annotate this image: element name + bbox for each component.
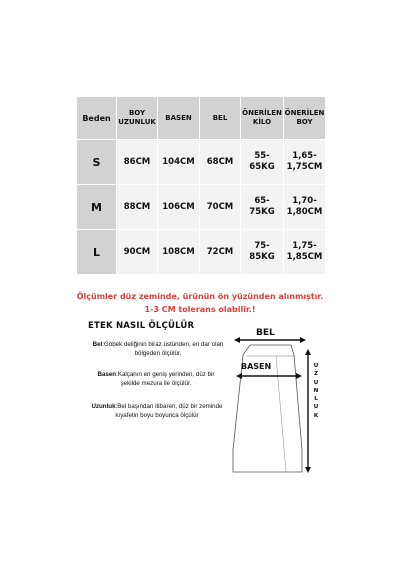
row-height-l2: 1,80CM: [286, 207, 323, 217]
header-size: Beden: [77, 97, 117, 140]
row-hip: 104CM: [158, 140, 200, 185]
bel-term: Bel: [92, 341, 103, 348]
row-size: S: [77, 140, 117, 185]
boy-letter: U: [313, 404, 319, 411]
basen-term: Basen: [97, 371, 117, 378]
row-height-l1: 1,65-: [292, 151, 317, 161]
row-hip: 108CM: [158, 230, 200, 275]
header-height-l2: BOY: [296, 118, 313, 126]
uzunluk-term: Uzunluk: [91, 403, 116, 410]
uzunluk-text-1: :Bel başından itibaren, düz bir zeminde: [115, 403, 223, 410]
row-weight-l2: 65KG: [249, 162, 275, 172]
basen-text-2: şekilde mezura ile ölçülür.: [120, 380, 192, 387]
row-weight-l2: 75KG: [249, 207, 275, 217]
basen-label: BASEN: [241, 362, 272, 371]
uzunluk-vertical-label: [311, 362, 321, 420]
uzunluk-text-2: kıyafetin boyu boyunca ölçülür: [115, 412, 199, 419]
row-hip: 106CM: [158, 185, 200, 230]
tolerance-note: 1-3 CM tolerans olabilir.!: [144, 305, 256, 314]
row-size: L: [77, 230, 117, 275]
measurement-note: Ölçümler düz zeminde, ürünün ön yüzünden alınmıştır.: [76, 292, 324, 301]
row-height-l2: 1,75CM: [286, 162, 323, 172]
boy-letter: U: [313, 379, 319, 386]
guide-title: ETEK NASIL ÖLÇÜLÜR: [88, 321, 195, 331]
row-waist: 70CM: [200, 185, 241, 230]
boy-letter: Z: [313, 371, 319, 378]
row-size: M: [77, 185, 117, 230]
boy-letter: U: [313, 363, 319, 369]
row-waist: 68CM: [200, 140, 241, 185]
header-length-l2: UZUNLUK: [118, 118, 156, 126]
basen-text-1: :Kalçanın en geniş yerinden, düz bir: [116, 371, 215, 378]
row-weight-l1: 65-: [254, 196, 270, 206]
header-weight-l2: KİLO: [252, 118, 272, 126]
boy-letter: K: [313, 412, 319, 419]
boy-letter: L: [314, 396, 318, 403]
header-height-l1: ÖNERİLEN: [284, 109, 325, 117]
bel-text-2: bölgeden ölçülür.: [134, 350, 182, 357]
bel-label: BEL: [256, 328, 275, 338]
row-waist: 72CM: [200, 230, 241, 275]
header-weight-l1: ÖNERİLEN: [242, 109, 282, 117]
header-waist: BEL: [200, 97, 241, 140]
row-weight-l1: 55-: [254, 151, 270, 161]
bel-text-1: :Göbek deliğinin biraz üstünden, en dar olan: [102, 341, 224, 348]
header-length-l1: BOY: [128, 109, 146, 117]
row-height-l1: 1,70-: [292, 196, 317, 206]
row-height-l1: 1,75-: [292, 241, 317, 251]
boy-letter: N: [313, 387, 319, 394]
row-weight-l2: 85KG: [249, 252, 275, 262]
row-weight-l1: 75-: [254, 241, 270, 251]
row-height-l2: 1,85CM: [286, 252, 323, 262]
row-length: 86CM: [117, 140, 158, 185]
row-length: 90CM: [117, 230, 158, 275]
row-length: 88CM: [117, 185, 158, 230]
header-hip: BASEN: [158, 97, 200, 140]
